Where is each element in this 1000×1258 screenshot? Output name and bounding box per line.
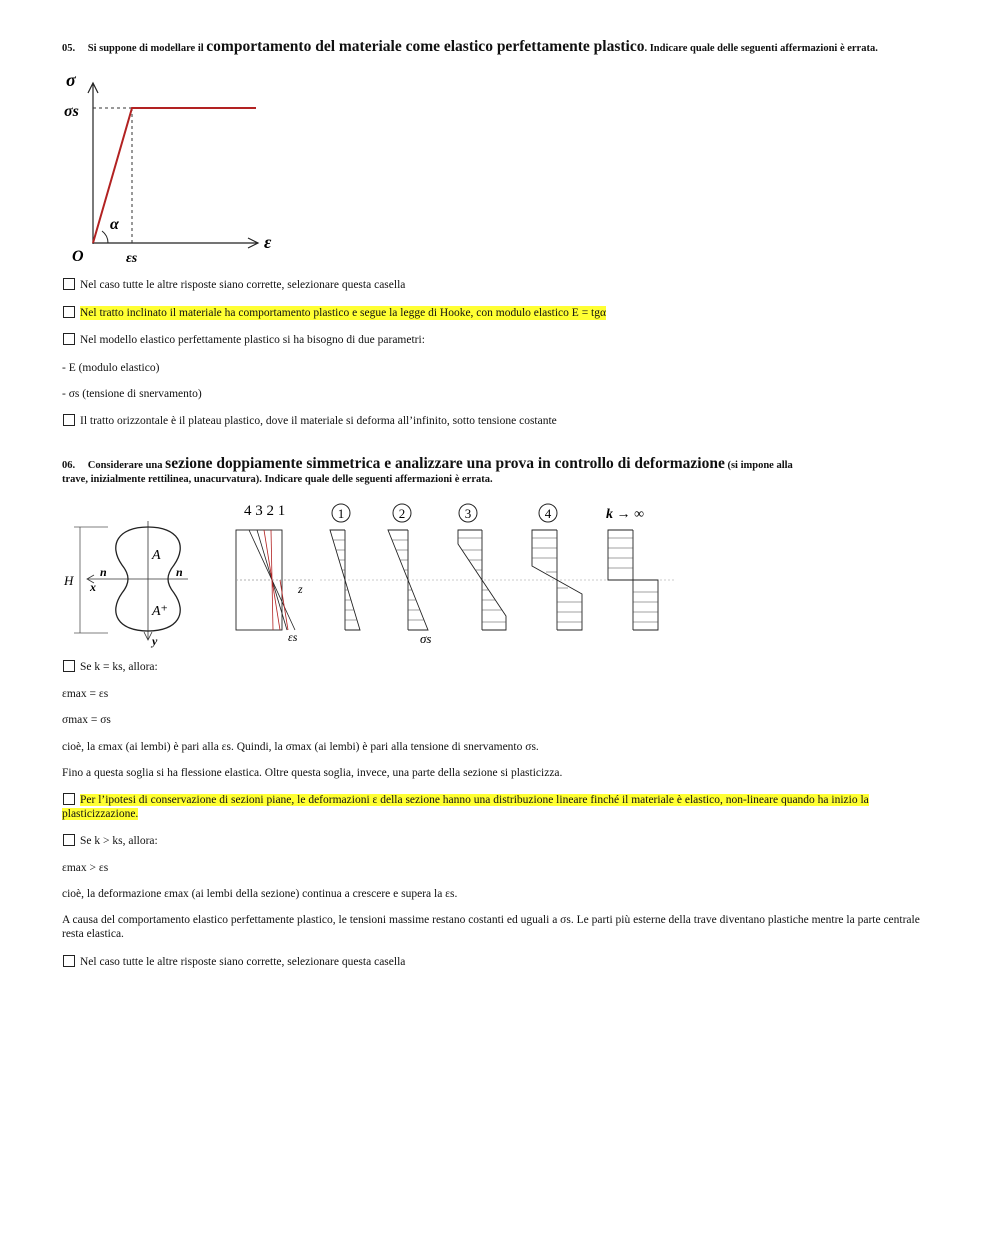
stage-4	[532, 504, 582, 630]
A-plus-label: A⁺	[152, 604, 168, 619]
q05-option-4-checkbox[interactable]	[63, 414, 75, 426]
stage-2	[388, 504, 431, 646]
beam-outline	[236, 530, 282, 630]
q05-option-1-checkbox[interactable]	[63, 278, 75, 290]
q06-option-3-line-2: cioè, la deformazione εmax (ai lembi della sezione) continua a crescere e supera la εs.	[62, 888, 458, 900]
q05-option-1-text: Nel caso tutte le altre risposte siano corrette, selezionare questa casella	[80, 279, 406, 291]
q05-option-2-text: Nel tratto inclinato il materiale ha comportamento plastico e segue la legge di Hooke, con modulo elastico E = tgα	[80, 307, 607, 319]
sigma-label: σ	[66, 70, 76, 90]
q06-heading: 06. Considerare una sezione doppiamente simmetrica e analizzare una prova in controllo di deformazione (si impone alla	[62, 455, 793, 472]
n-right-label: n	[176, 565, 183, 579]
q06-heading-line2: trave, inizialmente rettilinea, unacurvatura). Indicare quale delle seguenti affermazioni è errata.	[62, 474, 493, 485]
sigma-s-label: σs	[420, 631, 432, 646]
alpha-label: α	[110, 216, 119, 233]
q05-param-E: - E (modulo elastico)	[62, 362, 160, 374]
y-label: y	[152, 634, 158, 648]
stage-4-number: 4	[544, 506, 552, 521]
eps-label: ε	[264, 232, 272, 252]
q06-option-3-line-1: εmax > εs	[62, 862, 109, 874]
q06-option-1-checkbox[interactable]	[63, 660, 75, 672]
q06-option-1-line-1: εmax = εs	[62, 688, 109, 700]
eps-s-limit-line	[280, 580, 288, 630]
stage-1-number: 1	[337, 506, 345, 521]
stage-1	[330, 504, 360, 630]
strain-curve-labels: 4 3 2 1	[244, 503, 286, 519]
n-left-label: n	[100, 565, 107, 579]
origin-label: O	[72, 248, 84, 265]
q06-option-1-line-2: σmax = σs	[62, 714, 111, 726]
q06-option-4-checkbox[interactable]	[63, 955, 75, 967]
eps-s-label: εs	[126, 251, 138, 266]
stress-stages-diagram	[320, 500, 680, 650]
A-minus-label: A	[152, 548, 161, 563]
q06-option-1-text: Se k = ks, allora:	[80, 661, 158, 673]
q05-heading: 05. Si suppone di modellare il comportamento del materiale come elastico perfettamente plastico. Indicare quale delle seguenti affermazioni è errata.	[62, 38, 878, 55]
sigma-s-label: σs	[64, 103, 79, 120]
q05-param-sigma-s: - σs (tensione di snervamento)	[62, 388, 202, 400]
alpha-arc	[102, 231, 108, 243]
H-label: H	[64, 573, 74, 588]
q05-option-4-text: Il tratto orizzontale è il plateau plastico, dove il materiale si deforma all’infinito, sotto tensione costante	[80, 415, 557, 427]
stage-3-number: 3	[464, 506, 472, 521]
k-infinity-label: k → ∞	[606, 507, 644, 522]
q06-option-3-checkbox[interactable]	[63, 834, 75, 846]
z-label: z	[298, 582, 303, 596]
stage-k-infinity	[606, 507, 658, 630]
q05-option-3-text: Nel modello elastico perfettamente plastico si ha bisogno di due parametri:	[80, 334, 425, 346]
q06-option-3-text: Se k > ks, allora:	[80, 835, 158, 847]
q06-option-3-line-3: A causa del comportamento elastico perfettamente plastico, le tensioni massime restano costanti ed uguali a σs. Le parti più esterne della trave diventano plastiche mentre la parte centrale resta elastica.	[62, 914, 920, 940]
x-label: x	[90, 580, 96, 594]
q06-option-2-text: Per l’ipotesi di conservazione di sezioni piane, le deformazioni ε della sezione hanno una distribuzione lineare finché il materiale è elastico, non-lineare quando ha inizio la plasticizzazione.	[62, 794, 869, 820]
q06-option-1-line-4: Fino a questa soglia si ha flessione elastica. Oltre questa soglia, invece, una parte della sezione si plasticizza.	[62, 767, 563, 779]
section-diagram	[60, 515, 195, 650]
q05-option-3-checkbox[interactable]	[63, 333, 75, 345]
q06-option-1-line-3: cioè, la εmax (ai lembi) è pari alla εs. Quindi, la σmax (ai lembi) è pari alla tensione di snervamento σs.	[62, 741, 539, 753]
eps-s-label: εs	[288, 630, 298, 644]
stress-strain-diagram	[60, 66, 290, 266]
strain-diagram	[228, 500, 318, 650]
stage-2-number: 2	[398, 506, 406, 521]
stage-3	[458, 504, 506, 630]
q06-option-4-text: Nel caso tutte le altre risposte siano corrette, selezionare questa casella	[80, 956, 406, 968]
q05-option-2-checkbox[interactable]	[63, 306, 75, 318]
